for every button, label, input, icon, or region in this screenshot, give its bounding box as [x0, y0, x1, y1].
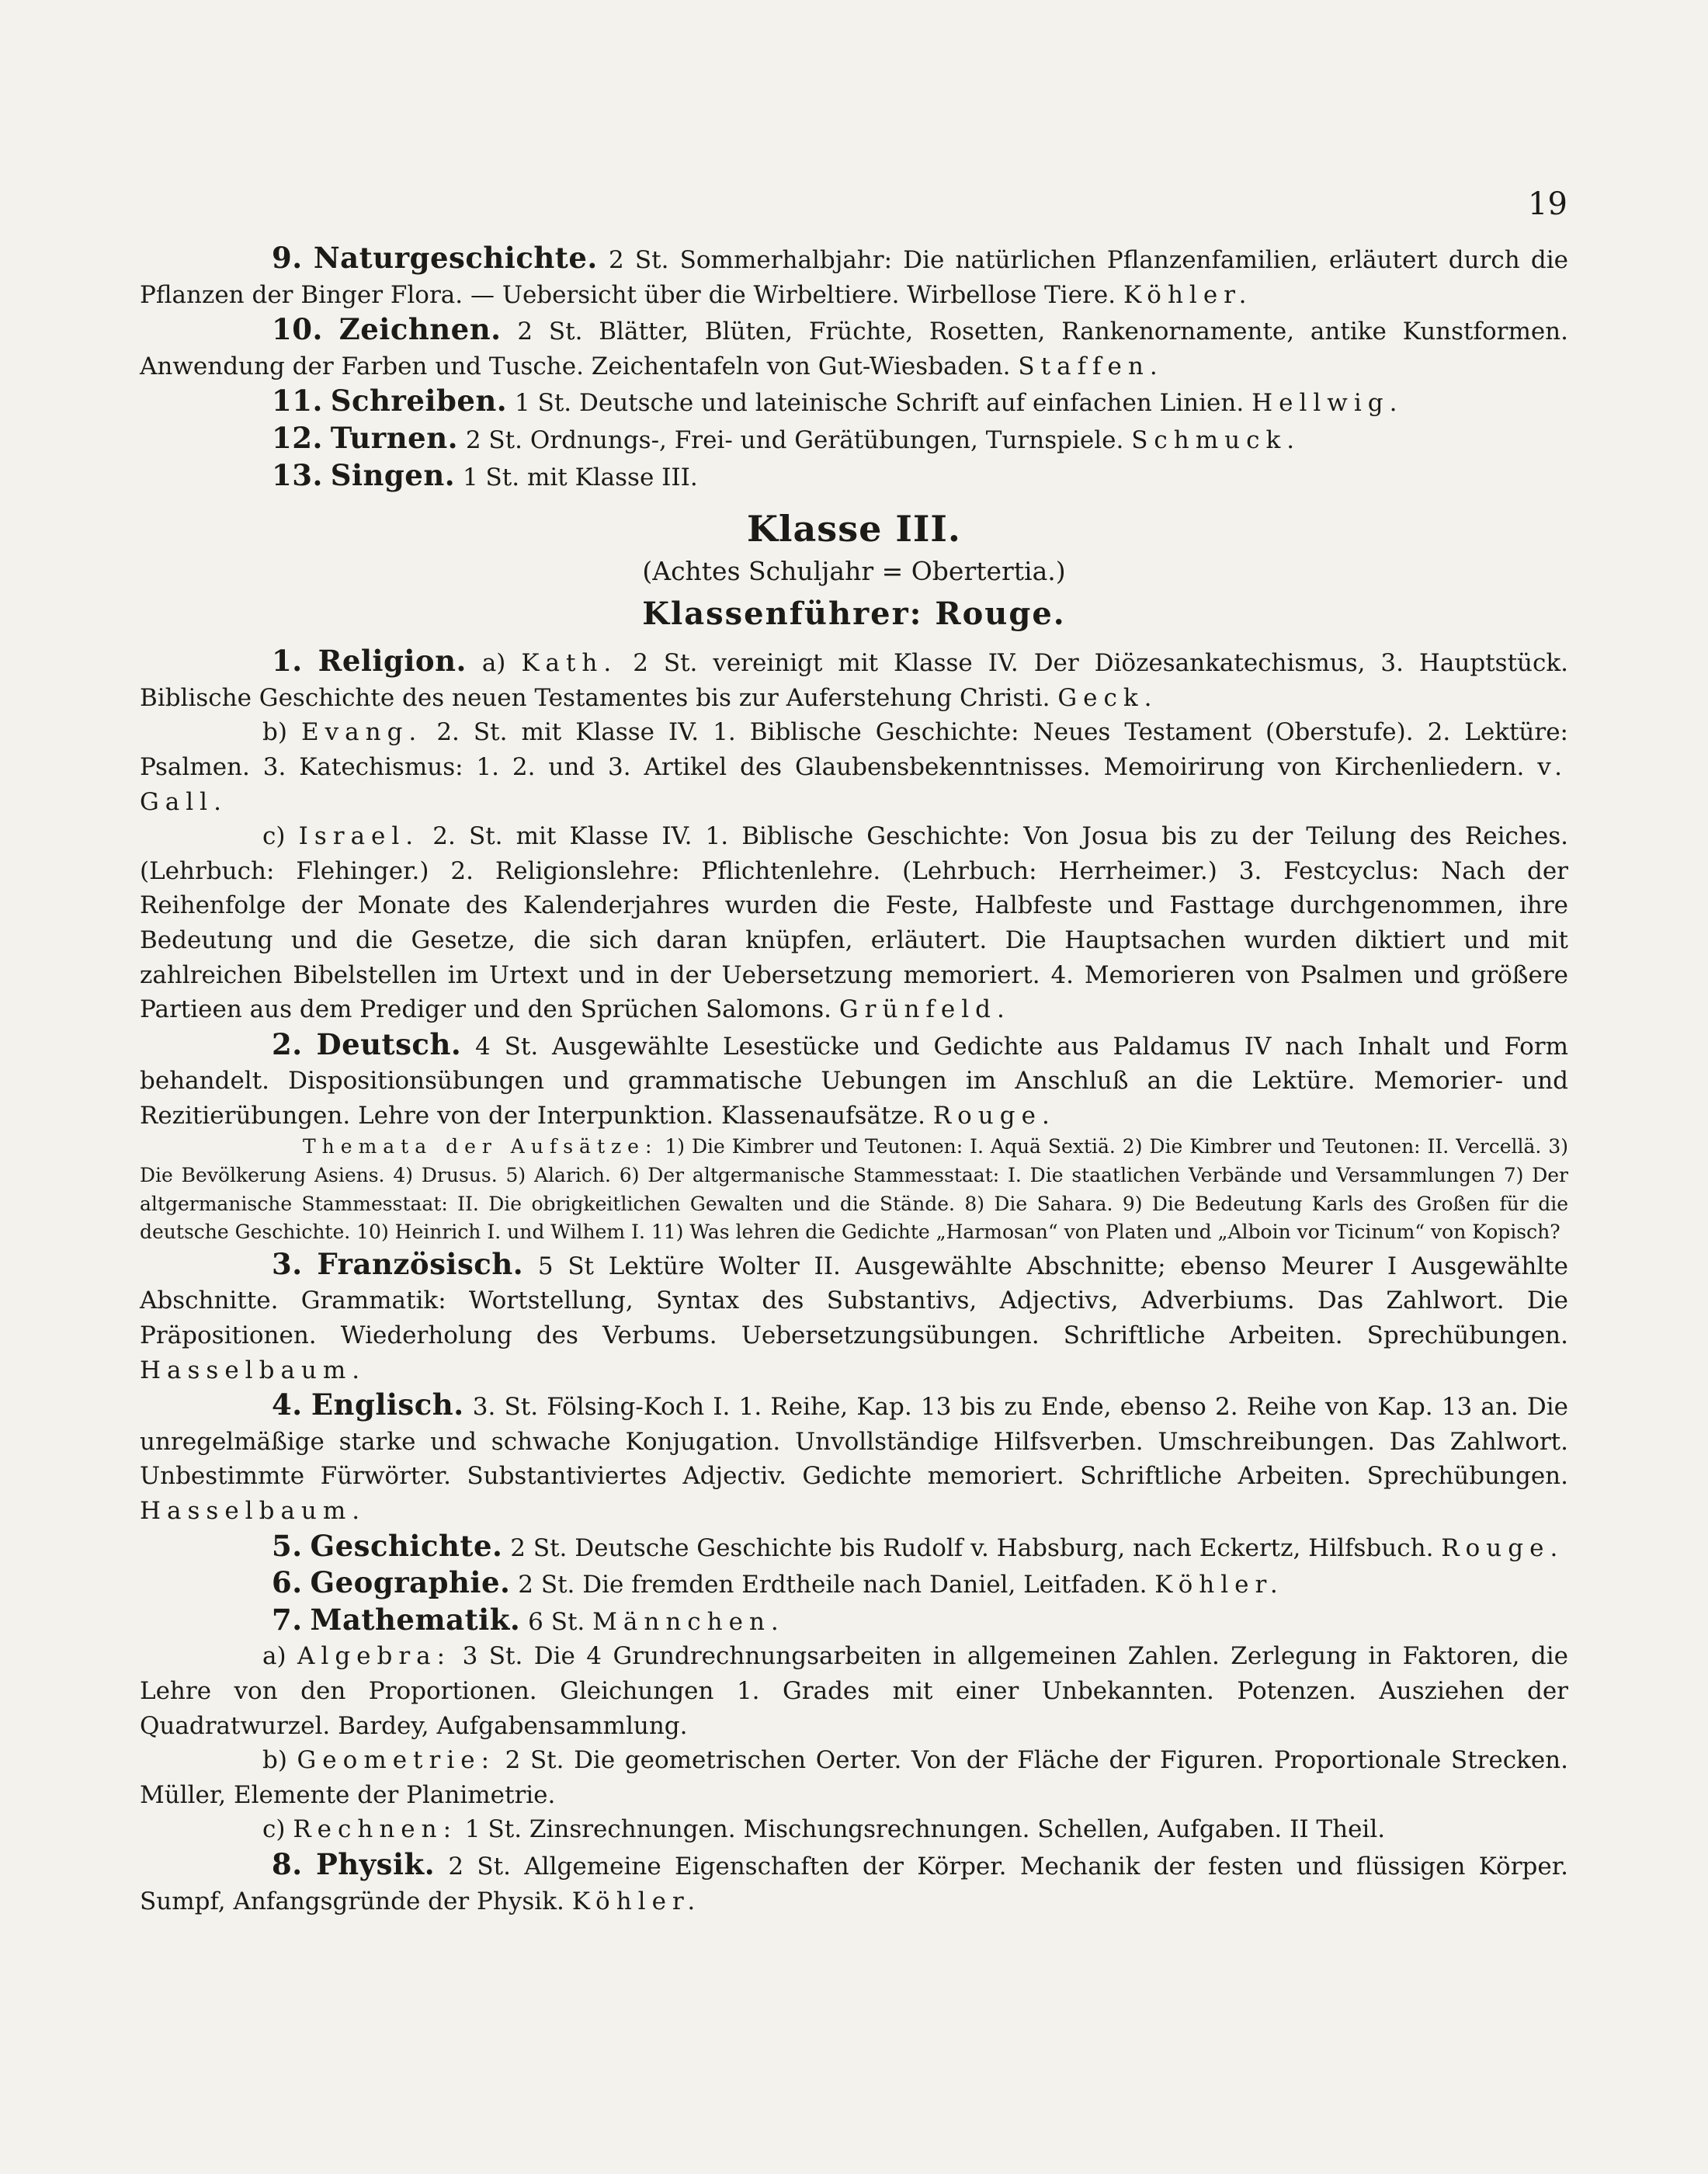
themes-text: 1) Die Kimbrer und Teutonen: I. Aquä Sextiä. 2) Die Kimbrer und Teutonen: II. Vercellä. 3) Die Bevölkerung Asiens. 4) Drusus. 5) Alarich. 6) Der altgermanische Stammesstaat: I. Die staatlichen Verbände und Versammlungen 7) Der altgermanische Stammesstaat: II. Die obrigkeitlichen Gewalten und die Stände. 8) Die Sahara. 9) Die Bedeutung Karls des Großen für die deutsche Geschichte. 10) Heinrich I. und Wilhem I. 11) Was lehren die Gedichte „Harmosan“ von Platen und „Alboin vor Ticinum“ von Kopisch? — [140, 1135, 1568, 1244]
confession-label: Israel. — [298, 822, 420, 851]
entry-franzoesisch — [140, 1247, 1568, 1387]
entry-text: 2. St. mit Klasse IV. 1. Biblische Geschichte: Von Josua bis zu der Teilung des Reiches. (Lehrbuch: Flehinger.) 2. Religionslehre: Pflichtenlehre. (Lehrbuch: Herrheimer.) 3. Festcyclus: Nach der Reihenfolge der Monate des Kalenderjahres wurden die Feste, Halbfeste und Fasttage durchgenommen, ihre Bedeutung und die Gesetze, die sich daran knüpfen, erläutert. Die Hauptsachen wurden diktiert und mit zahlreichen Bibelstellen im Urtext und in der Uebersetzung memoriert. 4. Memorieren von Psalmen und größere Partieen aus dem Prediger und den Sprüchen Salomons. — [140, 822, 1568, 1024]
math-algebra — [140, 1639, 1568, 1743]
teacher-name: Grünfeld. — [838, 995, 1011, 1024]
sub-subject: Algebra: — [297, 1642, 452, 1671]
sub-subject: Rechnen: — [293, 1815, 458, 1844]
entry-text: 2 St. Die fremden Erdtheile nach Daniel, Leitfaden. — [518, 1571, 1147, 1599]
entry-schreiben — [140, 384, 1568, 421]
entry-text: 2 St. Blätter, Blüten, Früchte, Rosetten, Rankenornamente, antike Kunstformen. Anwendung der Farben und Tusche. Zeichentafeln von Gut-Wiesbaden. — [140, 318, 1569, 380]
sub-label: c) — [262, 1815, 286, 1844]
sub-label: b) — [262, 1746, 287, 1775]
teacher-name: Köhler. — [571, 1887, 702, 1915]
entry-turnen — [140, 421, 1568, 458]
subject-title: Turnen. — [330, 420, 458, 455]
subject-title: Englisch. — [311, 1387, 464, 1422]
entry-text: 1 St. mit Klasse III. — [462, 463, 698, 491]
entry-singen — [140, 458, 1568, 495]
subject-title: Deutsch. — [316, 1026, 462, 1061]
class-heading: Klasse III. — [747, 508, 961, 550]
teacher-name: Staffen. — [1018, 352, 1164, 380]
entry-number: 7. — [272, 1602, 303, 1637]
teacher-name: Hellwig. — [1251, 389, 1404, 418]
sub-subject: Geometrie: — [297, 1746, 496, 1775]
teacher-name: Hasselbaum. — [140, 1497, 366, 1525]
entry-text: 2 St. vereinigt mit Klasse IV. Der Diözesankatechismus, 3. Hauptstück. Biblische Geschichte des neuen Testamentes bis zur Auferstehung Christi. — [140, 649, 1569, 712]
entry-englisch — [140, 1387, 1568, 1528]
entry-text: 6 St. — [528, 1607, 585, 1636]
subject-title: Naturgeschichte. — [313, 241, 598, 275]
entry-number: 12. — [272, 420, 323, 455]
entry-text: 2. St. mit Klasse IV. 1. Biblische Geschichte: Neues Testament (Oberstufe). 2. Lektüre: Psalmen. 3. Katechismus: 1. 2. und 3. Artikel des Glaubensbekenntnisses. Memoirirung von Kirchenliedern. — [140, 718, 1568, 781]
entry-zeichnen — [140, 312, 1568, 384]
sub-label: a) — [262, 1642, 286, 1671]
entry-number: 9. — [272, 241, 303, 275]
teacher-name: Rouge. — [1441, 1533, 1564, 1562]
entry-text: 2 St. Ordnungs-, Frei- und Gerätübungen, Turnspiele. — [465, 425, 1124, 454]
entry-deutsch — [140, 1027, 1568, 1134]
subject-title: Physik. — [315, 1846, 436, 1881]
entry-text: 2 St. Allgemeine Eigenschaften der Körper. Mechanik der festen und flüssigen Körper. Sumpf, Anfangsgründe der Physik. — [140, 1852, 1568, 1915]
class-subtitle: (Achtes Schuljahr = Obertertia.) — [642, 556, 1066, 587]
subject-title: Geographie. — [310, 1565, 511, 1600]
entry-text: 5 St Lektüre Wolter II. Ausgewählte Abschnitte; ebenso Meurer I Ausgewählte Abschnitte. Grammatik: Wortstellung, Syntax des Substantivs, Adjectivs, Adverbiums. Das Zahlwort. Die Präpositionen. Wiederholung des Verbums. Uebersetzungsübungen. Schriftliche Arbeiten. Sprechübungen. — [140, 1252, 1569, 1350]
subject-title: Schreiben. — [330, 384, 508, 418]
math-rechnen — [140, 1812, 1568, 1847]
entry-number: 11. — [272, 384, 323, 418]
teacher-name: Rouge. — [932, 1101, 1056, 1130]
entry-number: 6. — [272, 1565, 303, 1600]
entry-number: 4. — [272, 1387, 303, 1422]
subject-title: Mathematik. — [310, 1602, 521, 1637]
teacher-name: v. Gall. — [140, 752, 1568, 816]
essay-themes — [140, 1133, 1568, 1246]
class-leader: Klassenführer: Rouge. — [642, 596, 1066, 633]
entry-text: 2 St. Sommerhalbjahr: Die natürlichen Pflanzenfamilien, erläutert durch die Pflanzen der Binger Flora. — Uebersicht über die Wirbeltiere. Wirbellose Tiere. — [140, 246, 1569, 309]
entry-text: 2 St. Deutsche Geschichte bis Rudolf v. Habsburg, nach Eckertz, Hilfsbuch. — [510, 1533, 1434, 1562]
entry-geschichte — [140, 1529, 1568, 1566]
entry-number: 5. — [272, 1528, 303, 1563]
themes-label: Themata der Aufsätze: — [303, 1135, 658, 1158]
religion-israel — [140, 819, 1568, 1027]
entry-text: 3. St. Fölsing-Koch I. 1. Reihe, Kap. 13 bis zu Ende, ebenso 2. Reihe von Kap. 13 an. Die unregelmäßige starke und schwache Konjugation. Unvollständige Hilfsverben. Umschreibungen. Das Zahlwort. Unbestimmte Fürwörter. Substantiviertes Adjectiv. Gedichte memoriert. Schriftliche Arbeiten. Sprechübungen. — [140, 1393, 1568, 1491]
subject-title: Französisch. — [317, 1246, 524, 1281]
confession-label: Evang. — [300, 718, 423, 747]
entry-text: 2 St. Die geometrischen Oerter. Von der Fläche der Figuren. Proportionale Strecken. Müller, Elemente der Planimetrie. — [140, 1746, 1569, 1809]
entry-number: 8. — [272, 1846, 303, 1881]
teacher-name: Köhler. — [1154, 1571, 1284, 1599]
subject-title: Singen. — [330, 457, 456, 492]
entry-number: 1. — [272, 644, 303, 679]
teacher-name: Köhler. — [1123, 280, 1253, 309]
entry-religion — [140, 644, 1568, 715]
math-geometrie — [140, 1743, 1568, 1812]
teacher-name: Männchen. — [592, 1607, 785, 1636]
teacher-name: Geck. — [1057, 683, 1158, 712]
teacher-name: Schmuck. — [1131, 425, 1301, 454]
page-number: 19 — [1528, 186, 1567, 222]
top-section — [140, 241, 1568, 1919]
entry-physik — [140, 1847, 1568, 1919]
sub-label: a) — [481, 649, 506, 678]
subject-title: Zeichnen. — [338, 312, 502, 347]
entry-text: 4 St. Ausgewählte Lesestücke und Gedichte aus Paldamus IV nach Inhalt und Form behandelt. Dispositionsübungen und grammatische Uebungen im Anschluß an die Lektüre. Memorier- und Rezitierübungen. Lehre von der Interpunktion. Klassenaufsätze. — [140, 1032, 1569, 1130]
subject-title: Religion. — [318, 644, 467, 679]
sub-label: c) — [262, 822, 286, 851]
sub-label: b) — [262, 718, 287, 747]
entry-number: 13. — [272, 457, 323, 492]
entry-geographie — [140, 1565, 1568, 1603]
religion-evang — [140, 715, 1568, 819]
entry-number: 2. — [272, 1026, 303, 1061]
entry-number: 3. — [272, 1246, 303, 1281]
subject-title: Geschichte. — [310, 1528, 503, 1563]
entry-mathematik — [140, 1603, 1568, 1640]
entry-text: 1 St. Zinsrechnungen. Mischungsrechnungen. Schellen, Aufgaben. II Theil. — [464, 1815, 1386, 1844]
teacher-name: Hasselbaum. — [140, 1356, 366, 1384]
confession-label: Kath. — [521, 649, 618, 678]
entry-naturgeschichte — [140, 241, 1568, 312]
entry-text: 3 St. Die 4 Grundrechnungsarbeiten in allgemeinen Zahlen. Zerlegung in Faktoren, die Lehre von den Proportionen. Gleichungen 1. Grades mit einer Unbekannten. Potenzen. Ausziehen der Quadratwurzel. Bardey, Aufgabensammlung. — [140, 1642, 1568, 1740]
entry-number: 10. — [272, 312, 323, 347]
entry-text: 1 St. Deutsche und lateinische Schrift auf einfachen Linien. — [515, 389, 1245, 418]
